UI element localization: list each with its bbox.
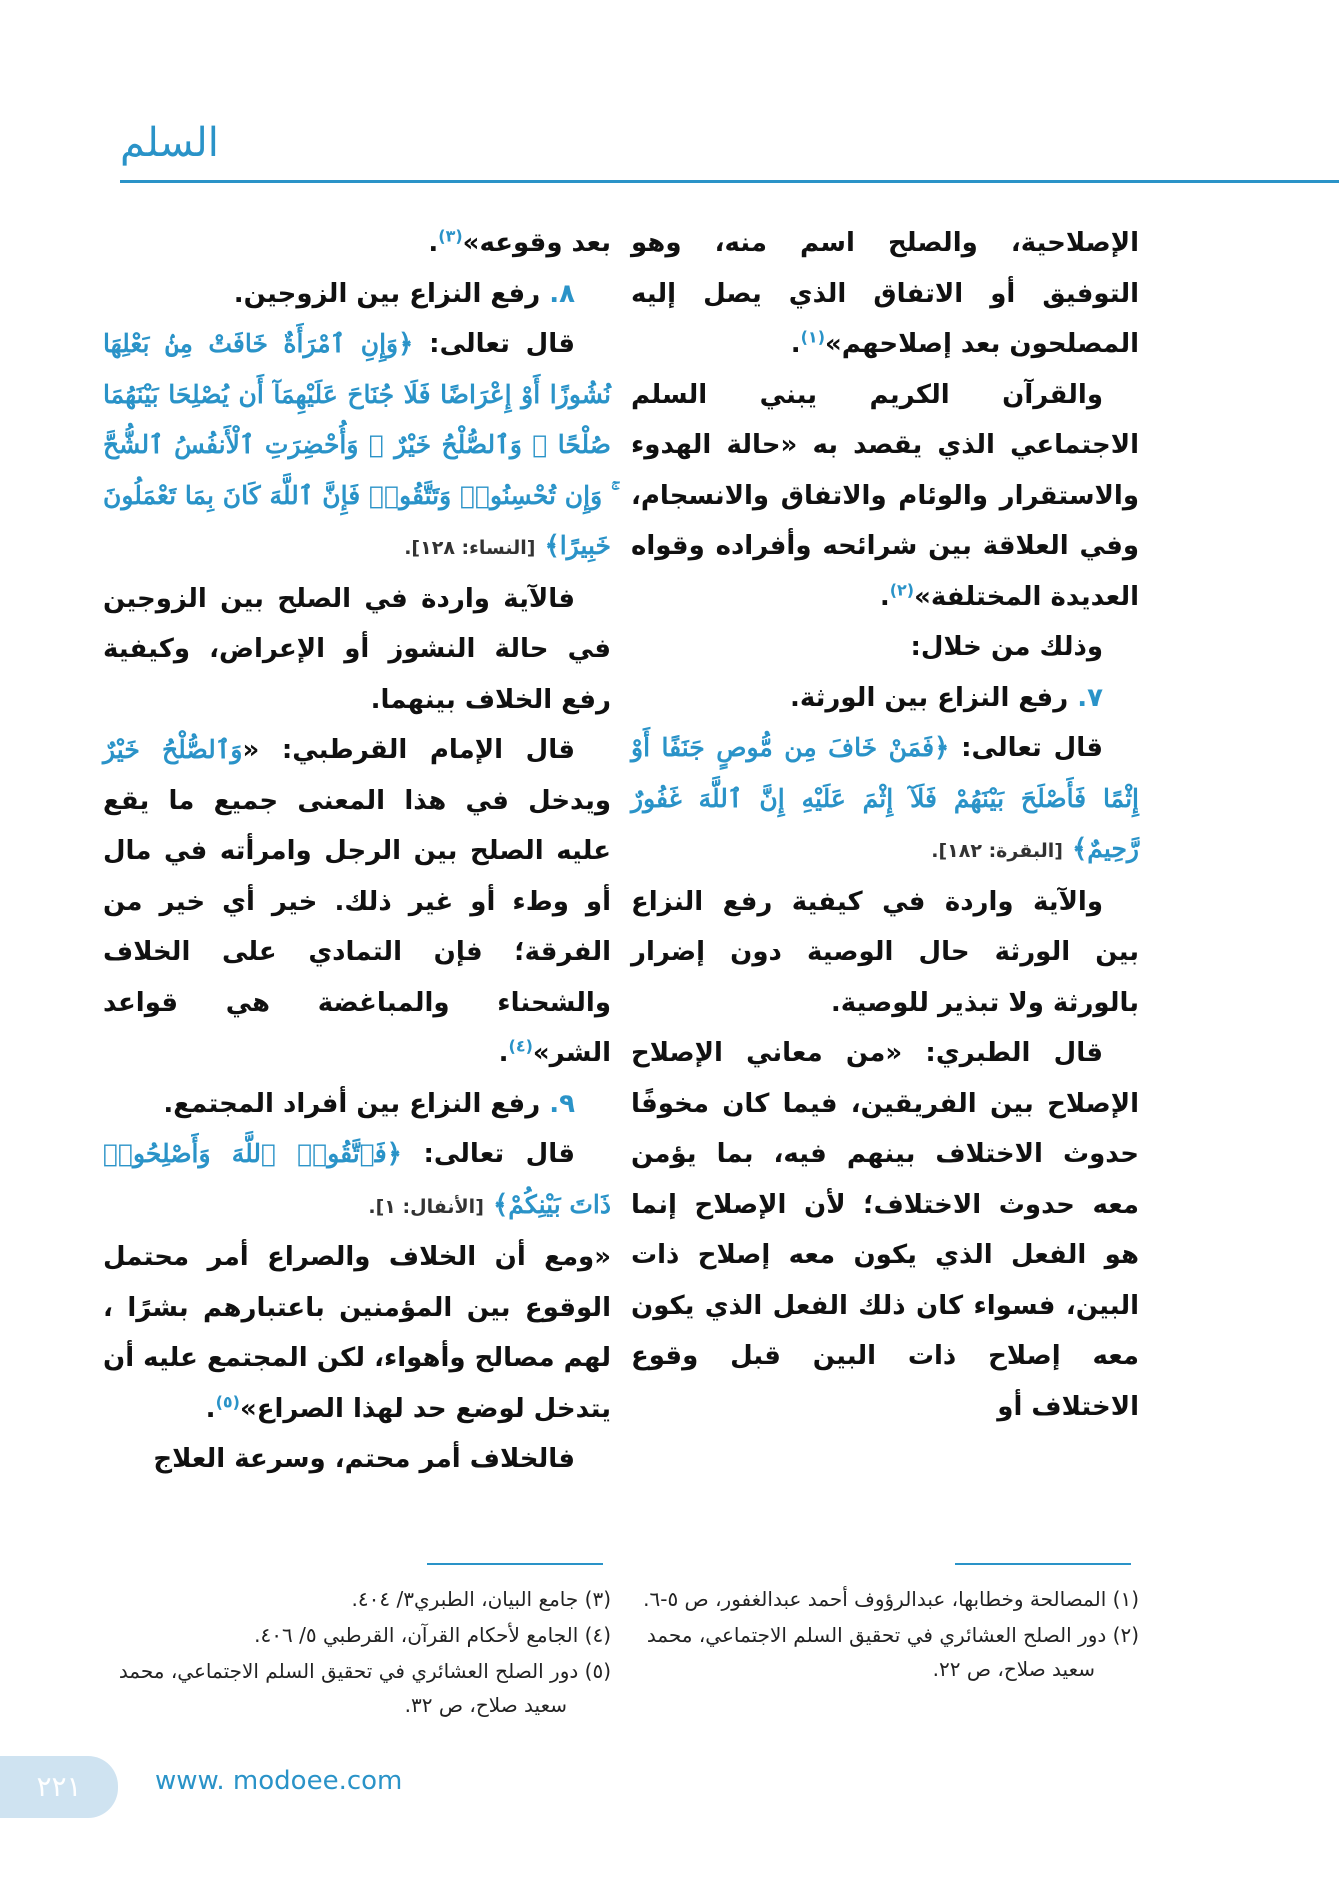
- paragraph: الإصلاحية، والصلح اسم منه، وهو التوفيق أو الاتفاق الذي يصل إليه المصلحون بعد إصلاحهم»$^{(١)}$.: [631, 228, 1139, 359]
- paragraph: والآية واردة في كيفية رفع النزاع بين الورثة حال الوصية دون إضرار بالورثة ولا تبذير للوصية.: [631, 886, 1139, 1018]
- quote-intro: قال تعالى:: [429, 329, 575, 359]
- footnote-ref[interactable]: (٣): [438, 226, 463, 246]
- footnote-ref[interactable]: (١): [800, 327, 825, 347]
- right-column: [631, 218, 1139, 1432]
- paragraph: وذلك من خلال:: [910, 632, 1103, 662]
- running-header-title: السلم: [120, 120, 219, 166]
- paragraph-text: «ومع أن الخلاف والصراع أمر محتمل الوقوع بين المؤمنين باعتبارهم بشرًا ، لهم مصالح وأهواء، لكن المجتمع عليه أن يتدخل لوضع حد لهذا الصراع»: [103, 1242, 611, 1424]
- ornate-bracket-close: ﴾: [1072, 834, 1088, 864]
- ornate-bracket-close: ﴾: [544, 531, 560, 561]
- ayah-text: فَمَنْ خَافَ مِن مُّوصٍ جَنَفًا أَوْ إِثْمًا فَأَصْلَحَ بَيْنَهُمْ فَلَآ إِثْمَ عَلَيْهِ إِنَّ ٱللَّهَ غَفُورٌ رَّحِيمٌ: [631, 733, 1139, 863]
- verse-reference: [البقرة: ١٨٢].: [931, 840, 1063, 862]
- left-column: [103, 218, 611, 1485]
- heading-number: ٩.: [549, 1088, 575, 1119]
- header-rule: [120, 180, 1339, 183]
- paragraph: قال الطبري: «من معاني الإصلاح الإصلاح بين الفريقين، فيما كان مخوفًا حدوث الاختلاف بينهم فيه، بما يؤمن معه حدوث الاختلاف؛ لأن الإصلاح إنما هو الفعل الذي يكون معه إصلاح ذات البين، فسواء كان ذلك الفعل الذي يكون معه إصلاح ذات البين قبل وقوع الاختلاف أو: [631, 1038, 1139, 1422]
- quran-quote: [631, 723, 1139, 877]
- paragraph: قال الإمام القرطبي: «وَٱلصُّلْحُ خَيْرٌ ويدخل في هذا المعنى جميع ما يقع عليه الصلح بين الرجل وامرأته في مال أو وطء أو غير ذلك. خير أي خير من الفرقة؛ فإن التمادي على الخلاف والشحناء والمباغضة هي قواعد الشر»$^{(٤)}$.: [103, 735, 611, 1068]
- verse-reference: [الأنفال: ١].: [368, 1195, 484, 1218]
- quran-quote: [103, 319, 611, 574]
- ornate-bracket-open: ﴿: [398, 329, 414, 359]
- ayah-text: وَإِنِ ٱمْرَأَةٌ خَافَتْ مِنۢ بَعْلِهَا نُشُوزًا أَوْ إِعْرَاضًا فَلَا جُنَاحَ عَلَيْهِمَآ أَن يُصْلِحَا بَيْنَهُمَا صُلْحًا ۚ وَٱلصُّلْحُ خَيْرٌ ۗ وَأُحْضِرَتِ ٱلْأَنفُسُ ٱلشُّحَّ ۚ وَإِن تُحْسِنُوا۟ وَتَتَّقُوا۟ فَإِنَّ ٱللَّهَ كَانَ بِمَا تَعْمَلُونَ خَبِيرًا: [103, 329, 611, 560]
- heading-number: ٧.: [1077, 682, 1103, 713]
- heading-text: رفع النزاع بين أفراد المجتمع.: [163, 1088, 541, 1119]
- footnotes-right: [631, 1582, 1139, 1688]
- paragraph-text: ويدخل في هذا المعنى جميع ما يقع عليه الصلح بين الرجل وامرأته في مال أو وطء أو غير ذلك. خير أي خير من الفرقة؛ فإن التمادي على الخلاف والشحناء والمباغضة هي قواعد الشر»: [103, 785, 611, 1068]
- paragraph-text: والقرآن الكريم يبني السلم الاجتماعي الذي يقصد به «حالة الهدوء والاستقرار والوئام والاتفاق والانسجام، وفي العلاقة بين شرائحه وأفراده وقواه العديدة المختلفة»: [631, 379, 1139, 612]
- footnote-ref[interactable]: (٢): [889, 579, 915, 599]
- footnote-item: (٤) الجامع لأحكام القرآن، القرطبي ٥/ ٤٠٦.: [254, 1623, 611, 1647]
- ayah-text: فَٱتَّقُوا۟ ٱللَّهَ وَأَصْلِحُوا۟ ذَاتَ بَيْنِكُمْ: [103, 1139, 611, 1219]
- ayah-text: وَٱلصُّلْحُ خَيْرٌ: [103, 735, 243, 764]
- ornate-bracket-open: ﴿: [386, 1139, 402, 1169]
- footnote-item: (٢) دور الصلح العشائري في تحقيق السلم الاجتماعي، محمد سعيد صلاح، ص ٢٢.: [646, 1623, 1139, 1681]
- heading-number: ٨.: [549, 278, 575, 309]
- ornate-bracket-open: ﴿: [934, 733, 950, 763]
- section-heading-7: [631, 673, 1139, 724]
- paragraph: «ومع أن الخلاف والصراع أمر محتمل الوقوع بين المؤمنين باعتبارهم بشرًا ، لهم مصالح وأهواء، لكن المجتمع عليه أن يتدخل لوضع حد لهذا الصراع»$^{(٥)}$.: [103, 1242, 611, 1424]
- paragraph: فالخلاف أمر محتم، وسرعة العلاج: [153, 1444, 575, 1474]
- section-heading-9: [103, 1079, 611, 1130]
- ornate-bracket-close: ﴾: [492, 1189, 509, 1220]
- quote-intro: قال تعالى:: [423, 1139, 575, 1169]
- website-link[interactable]: www. modoee.com: [155, 1766, 403, 1796]
- section-heading-8: [103, 269, 611, 320]
- footnote-item: (١) المصالحة وخطابها، عبدالرؤوف أحمد عبدالغفور، ص ٥-٦.: [643, 1587, 1139, 1611]
- footnote-item: (٥) دور الصلح العشائري في تحقيق السلم الاجتماعي، محمد سعيد صلاح، ص ٣٢.: [118, 1659, 611, 1717]
- heading-text: رفع النزاع بين الزوجين.: [233, 278, 541, 309]
- verse-reference: [النساء: ١٢٨].: [404, 537, 536, 559]
- footnote-rule-right: [955, 1563, 1131, 1565]
- paragraph: بعد وقوعه»$^{(٣)}$.: [428, 226, 611, 258]
- heading-text: رفع النزاع بين الورثة.: [790, 682, 1069, 713]
- quote-intro: قال تعالى:: [961, 733, 1103, 763]
- footnote-rule-left: [427, 1563, 603, 1565]
- footnote-ref[interactable]: (٤): [508, 1036, 533, 1056]
- paragraph: والقرآن الكريم يبني السلم الاجتماعي الذي يقصد به «حالة الهدوء والاستقرار والوئام والاتفاق والانسجام، وفي العلاقة بين شرائحه وأفراده وقواه العديدة المختلفة»$^{(٢)}$.: [631, 379, 1139, 612]
- paragraph-text: الإصلاحية، والصلح اسم منه، وهو التوفيق أو الاتفاق الذي يصل إليه المصلحون بعد إصلاحهم»: [631, 228, 1139, 359]
- paragraph: فالآية واردة في الصلح بين الزوجين في حالة النشوز أو الإعراض، وكيفية رفع الخلاف بينهما.: [103, 583, 611, 715]
- quran-quote: [103, 1129, 611, 1232]
- footnote-item: (٣) جامع البيان، الطبري٣/ ٤٠٤.: [351, 1587, 611, 1611]
- paragraph-text: بعد وقوعه»: [462, 228, 611, 258]
- footnote-ref[interactable]: (٥): [215, 1391, 240, 1411]
- page-number-badge: ٢٢١: [0, 1756, 118, 1818]
- quote-intro: قال الإمام القرطبي: «: [242, 735, 575, 765]
- footnotes-left: [103, 1582, 611, 1724]
